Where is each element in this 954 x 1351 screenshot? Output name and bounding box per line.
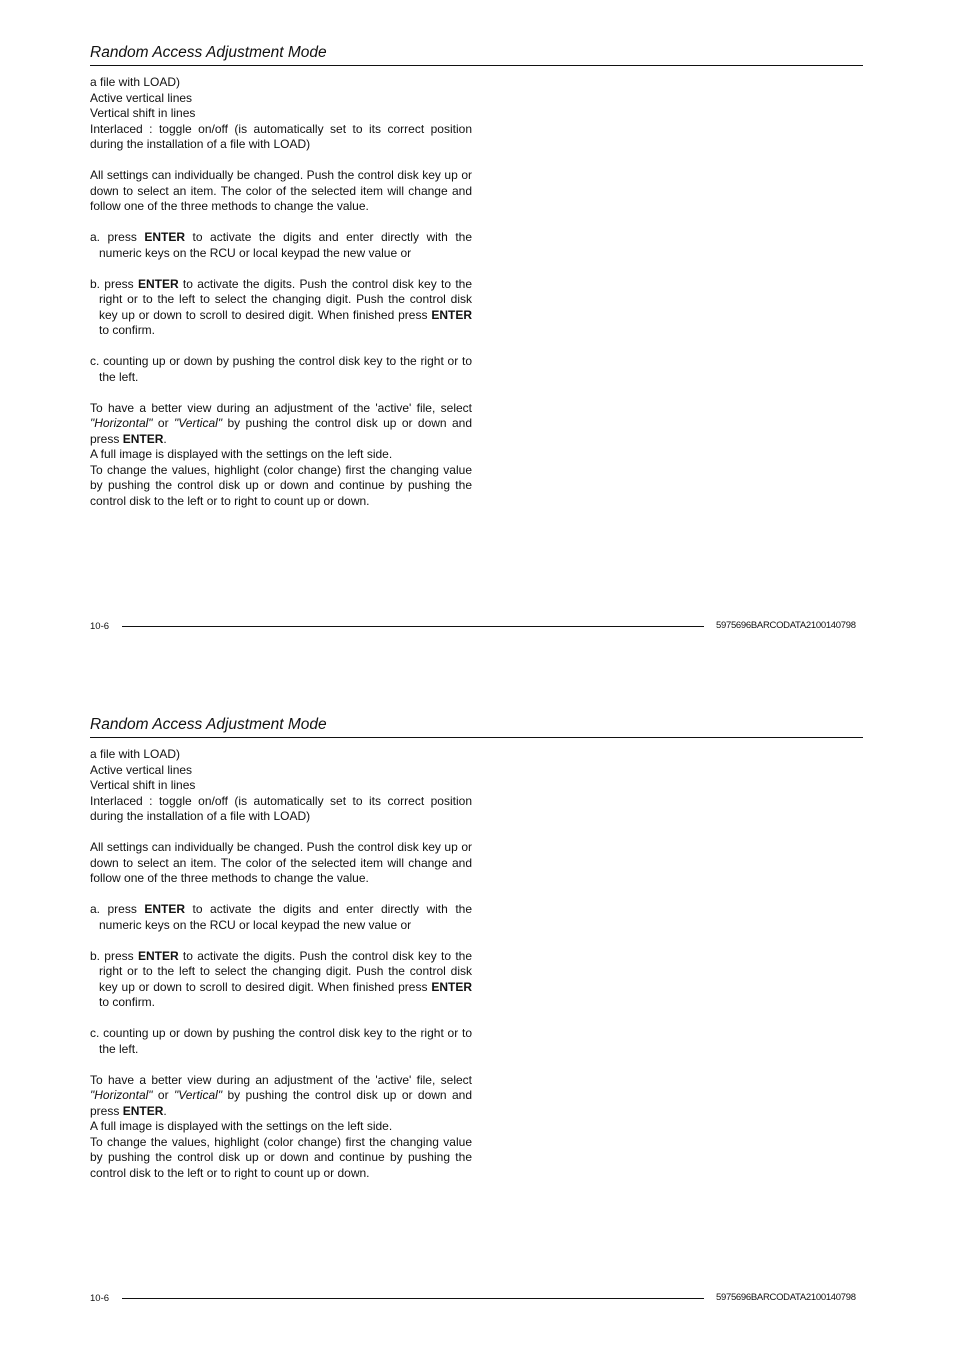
method-a: a. press ENTER to activate the digits and enter directly with the numeric keys on the RCU or local keypad the new value or bbox=[90, 902, 472, 932]
page-number: 10-6 bbox=[90, 1293, 110, 1304]
footer-divider bbox=[122, 626, 704, 627]
text-line: Active vertical lines bbox=[90, 762, 193, 777]
view-paragraph: To have a better view during an adjustment of the 'active' file, select "Horizontal" or "Vertical" by pushing the control disk up or down and press ENTER. bbox=[90, 400, 472, 446]
page-title: Random Access Adjustment Mode bbox=[90, 44, 327, 61]
body-text bbox=[90, 747, 472, 1181]
enter-keyword: ENTER bbox=[137, 948, 179, 963]
full-image-line: A full image is displayed with the settings on the left side. bbox=[90, 447, 393, 461]
enter-keyword: ENTER bbox=[144, 230, 186, 244]
method-c: c. counting up or down by pushing the control disk key to the right or to the left. bbox=[90, 1026, 472, 1056]
page-copy-bottom bbox=[0, 672, 954, 1348]
change-values-paragraph: To change the values, highlight (color change) first the changing value by pushing the control disk up or down and continue by pushing the control disk to the left or to right to count up or down. bbox=[90, 462, 472, 508]
method-a: a. press ENTER to activate the digits and enter directly with the numeric keys on the RCU or local keypad the new value or bbox=[90, 230, 472, 260]
settings-paragraph: All settings can individually be changed. Push the control disk key up or down to select an item. The color of the selected item will change and follow one of the three methods to change the value. bbox=[90, 840, 472, 885]
header-divider bbox=[90, 65, 863, 66]
method-c: c. counting up or down by pushing the control disk key to the right or to the left. bbox=[90, 354, 472, 384]
enter-keyword: ENTER bbox=[431, 307, 472, 322]
enter-keyword: ENTER bbox=[144, 902, 186, 916]
method-b: b. press ENTER to activate the digits. Push the control disk key to the right or to the left to select the changing digit. Push the control disk key up or down to scroll to desired digit. When finished press ENTER to confirm. bbox=[90, 276, 472, 337]
method-b: b. press ENTER to activate the digits. Push the control disk key to the right or to the left to select the changing digit. Push the control disk key up or down to scroll to desired digit. When finished press ENTER to confirm. bbox=[90, 948, 472, 1009]
text-line: a file with LOAD) bbox=[90, 75, 181, 89]
text-line: Interlaced : toggle on/off (is automatically set to its correct position during the installation of a file with LOAD) bbox=[90, 121, 472, 151]
footer-divider bbox=[122, 1298, 704, 1299]
document-code: 5975696BARCODATA2100140798 bbox=[716, 1292, 856, 1303]
header-divider bbox=[90, 737, 863, 738]
page-title: Random Access Adjustment Mode bbox=[90, 716, 327, 733]
text-line: Vertical shift in lines bbox=[90, 106, 196, 120]
text-line: a file with LOAD) bbox=[90, 747, 181, 761]
enter-keyword: ENTER bbox=[431, 979, 472, 994]
enter-keyword: ENTER bbox=[122, 1103, 164, 1118]
text-line: Interlaced : toggle on/off (is automatically set to its correct position during the installation of a file with LOAD) bbox=[90, 793, 472, 823]
settings-paragraph: All settings can individually be changed. Push the control disk key up or down to select an item. The color of the selected item will change and follow one of the three methods to change the value. bbox=[90, 168, 472, 213]
page-number: 10-6 bbox=[90, 621, 110, 632]
enter-keyword: ENTER bbox=[122, 431, 164, 446]
text-line: Active vertical lines bbox=[90, 90, 193, 105]
body-text bbox=[90, 75, 472, 509]
change-values-paragraph: To change the values, highlight (color change) first the changing value by pushing the control disk up or down and continue by pushing the control disk to the left or to right to count up or down. bbox=[90, 1134, 472, 1180]
view-paragraph: To have a better view during an adjustment of the 'active' file, select "Horizontal" or "Vertical" by pushing the control disk up or down and press ENTER. bbox=[90, 1072, 472, 1118]
full-image-line: A full image is displayed with the settings on the left side. bbox=[90, 1119, 393, 1133]
text-line: Vertical shift in lines bbox=[90, 778, 196, 792]
document-code: 5975696BARCODATA2100140798 bbox=[716, 620, 856, 631]
enter-keyword: ENTER bbox=[137, 276, 179, 291]
